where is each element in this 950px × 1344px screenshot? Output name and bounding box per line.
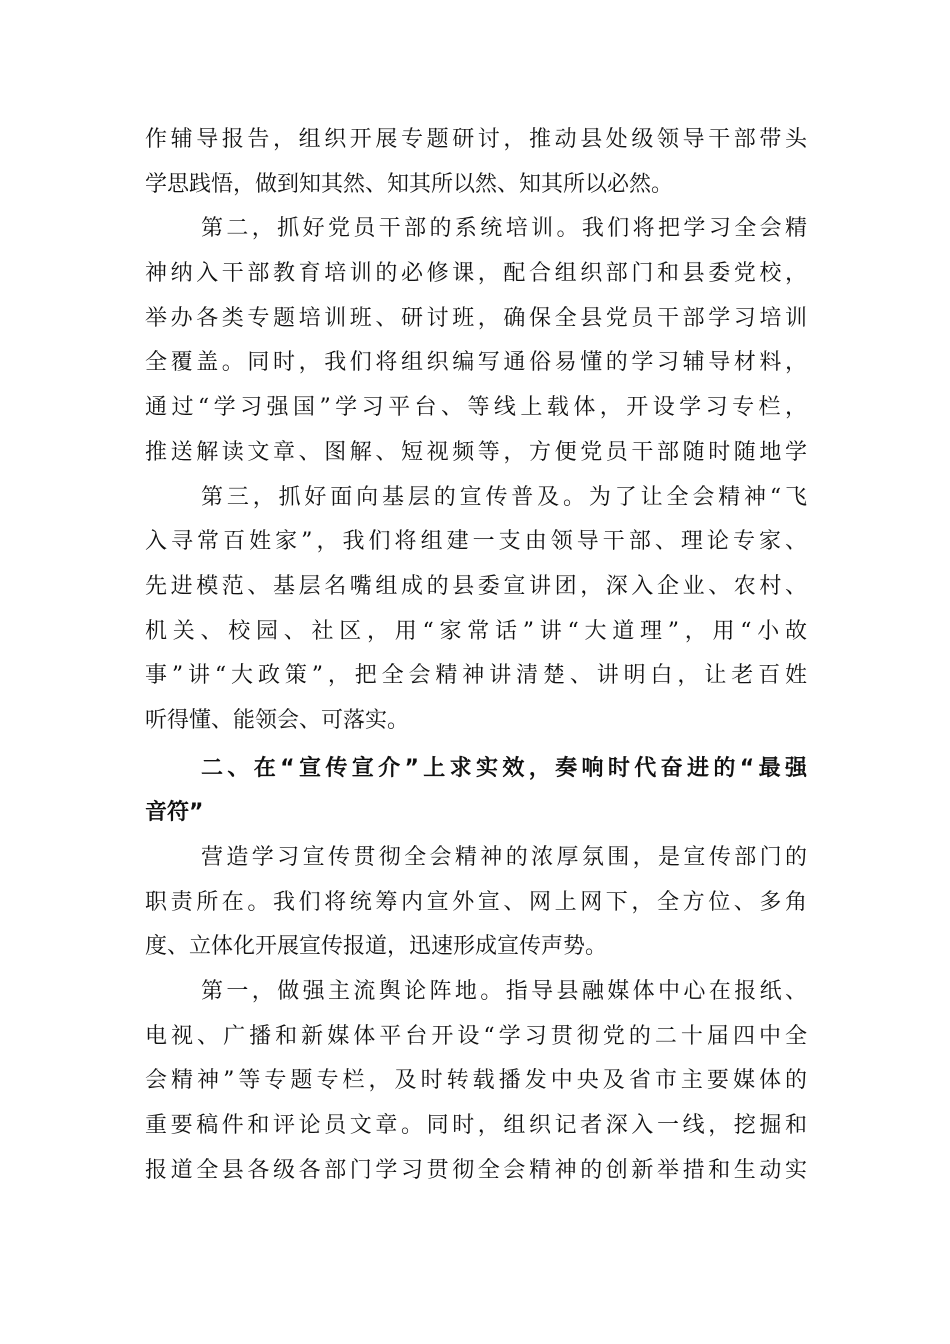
text-line: 听得懂、能领会、可落实。 — [145, 707, 410, 733]
text-line: 音符” — [145, 800, 204, 826]
text-line: 第一，做强主流舆论阵地。指导县融媒体中心在报纸、 — [201, 979, 807, 1005]
section-heading — [145, 747, 807, 836]
text-line: 会精神”等专题专栏，及时转载播发中央及省市主要媒体的 — [145, 1068, 807, 1094]
paragraph-training — [145, 207, 807, 475]
document-page — [145, 118, 807, 1194]
text-line: 入寻常百姓家”，我们将组建一支由领导干部、理论专家、 — [145, 529, 807, 555]
text-line: 神纳入干部教育培训的必修课，配合组织部门和县委党校， — [145, 261, 807, 287]
text-line: 第二，抓好党员干部的系统培训。我们将把学习全会精 — [201, 216, 807, 242]
text-line: 报道全县各级各部门学习贯彻全会精神的创新举措和生动实 — [145, 1157, 807, 1183]
text-line: 电视、广播和新媒体平台开设“学习贯彻党的二十届四中全 — [145, 1023, 807, 1049]
text-line: 二、在“宣传宣介”上求实效，奏响时代奋进的“最强 — [201, 755, 807, 781]
text-line: 度、立体化开展宣传报道，迅速形成宣传声势。 — [145, 934, 608, 960]
text-line: 通过“学习强国”学习平台、等线上载体，开设学习专栏， — [145, 395, 807, 421]
paragraph-media — [145, 970, 807, 1193]
text-line: 学思践悟，做到知其然、知其所以然、知其所以必然。 — [145, 171, 674, 197]
text-line: 先进模范、基层名嘴组成的县委宣讲团，深入企业、农村、 — [145, 573, 807, 599]
text-line: 职责所在。我们将统筹内宣外宣、网上网下，全方位、多角 — [145, 889, 807, 915]
text-line: 重要稿件和评论员文章。同时，组织记者深入一线，挖掘和 — [145, 1113, 807, 1139]
text-line: 全覆盖。同时，我们将组织编写通俗易懂的学习辅导材料， — [145, 350, 807, 376]
text-line: 机关、校园、社区，用“家常话”讲“大道理”，用“小故 — [145, 618, 807, 644]
text-line: 举办各类专题培训班、研讨班，确保全县党员干部学习培训 — [145, 305, 807, 331]
paragraph-atmosphere — [145, 836, 807, 970]
text-line: 第三，抓好面向基层的宣传普及。为了让全会精神“飞 — [201, 484, 807, 510]
text-line: 推送解读文章、图解、短视频等，方便党员干部随时随地学 — [145, 439, 807, 465]
text-line: 营造学习宣传贯彻全会精神的浓厚氛围，是宣传部门的 — [201, 845, 807, 870]
text-line: 作辅导报告，组织开展专题研讨，推动县处级领导干部带头 — [145, 127, 807, 152]
paragraph-continued — [145, 118, 807, 207]
paragraph-grassroots — [145, 476, 807, 744]
text-line: 事”讲“大政策”，把全会精神讲清楚、讲明白，让老百姓 — [145, 663, 807, 689]
